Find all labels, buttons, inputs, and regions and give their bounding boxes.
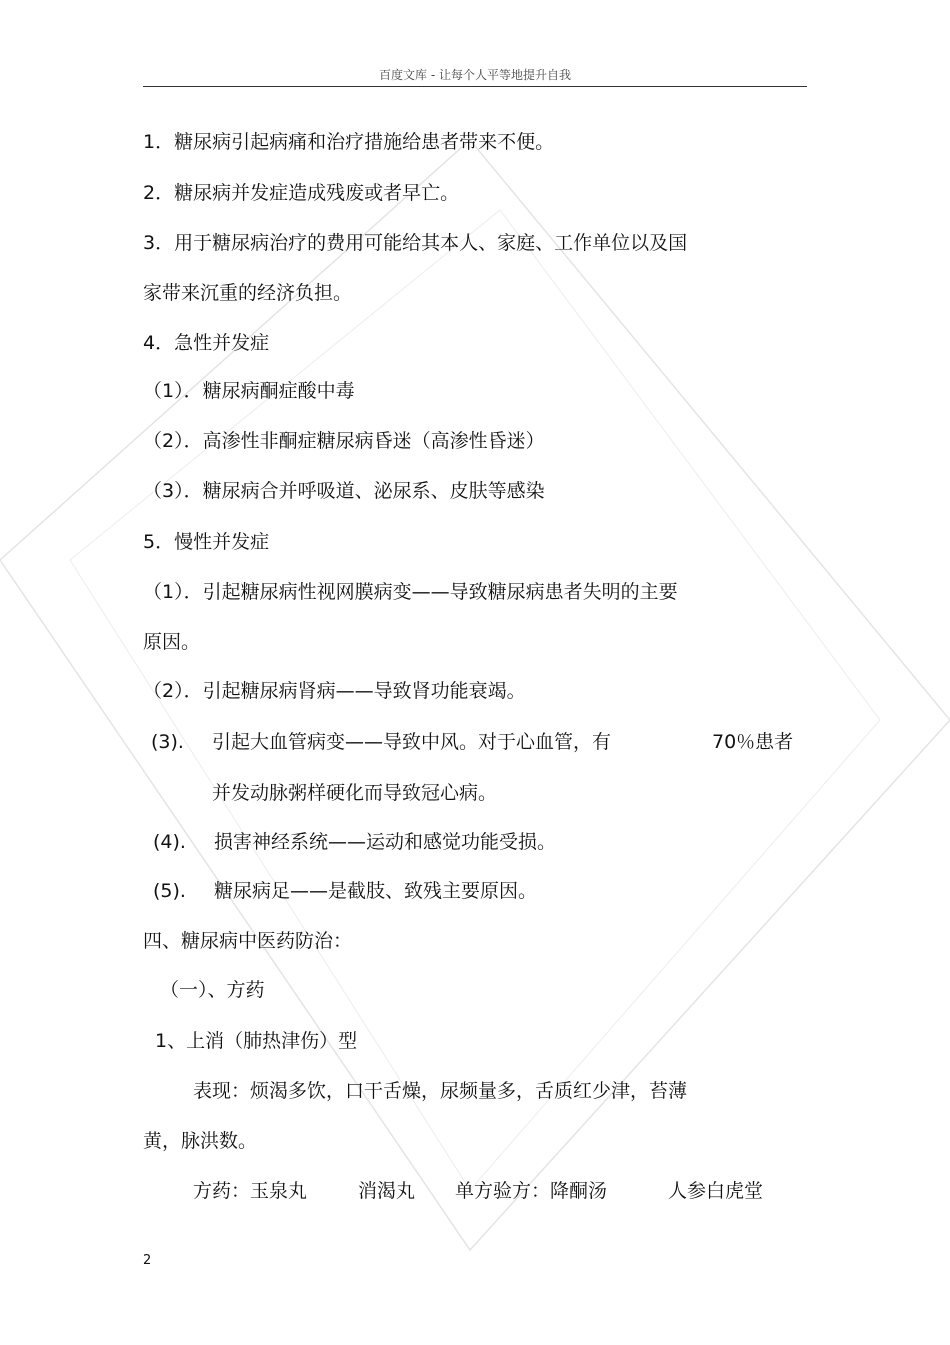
text-line: 5．慢性并发症: [143, 531, 270, 553]
text-line: 2．糖尿病并发症造成残废或者早亡。: [143, 182, 460, 204]
text-line: 黄，脉洪数。: [143, 1130, 258, 1152]
text-line: 原因。: [143, 631, 201, 653]
text-line: 单方验方：降酮汤: [455, 1180, 608, 1202]
text-line: 方药：玉泉丸: [193, 1180, 308, 1202]
text-line: （2）．高渗性非酮症糖尿病昏迷（高渗性昏迷）: [143, 430, 545, 452]
text-line: 损害神经系统——运动和感觉功能受损。: [214, 831, 557, 853]
list-marker: (5).: [153, 880, 186, 902]
text-line: 家带来沉重的经济负担。: [143, 282, 353, 304]
text-line: 糖尿病足——是截肢、致残主要原因。: [214, 880, 538, 902]
text-line: 人参白虎堂: [668, 1180, 764, 1202]
list-marker: (3).: [151, 731, 184, 753]
text-line: 消渴丸: [358, 1180, 416, 1202]
section-heading: 四、糖尿病中医药防治：: [143, 930, 353, 952]
list-marker: (4).: [153, 831, 186, 853]
text-line: 70％患者: [712, 731, 794, 753]
text-line: （1）．引起糖尿病性视网膜病变——导致糖尿病患者失明的主要: [143, 581, 678, 603]
text-line: 并发动脉粥样硬化而导致冠心病。: [212, 782, 498, 804]
text-line: 引起大血管病变——导致中风。对于心血管，有: [212, 731, 612, 753]
header-divider: [143, 86, 807, 87]
text-line: 3．用于糖尿病治疗的费用可能给其本人、家庭、工作单位以及国: [143, 232, 688, 254]
page-header: 百度文库 - 让每个人平等地提升自我: [379, 68, 571, 82]
text-line: （1）．糖尿病酮症酸中毒: [143, 380, 355, 402]
text-line: （3）．糖尿病合并呼吸道、泌尿系、皮肤等感染: [143, 480, 545, 502]
page-number: 2: [143, 1253, 152, 1268]
subsection-heading: （一）、方药: [160, 979, 265, 1001]
text-line: 1、上消（肺热津伤）型: [155, 1030, 358, 1052]
text-line: 1．糖尿病引起病痛和治疗措施给患者带来不便。: [143, 131, 555, 153]
text-line: 4．急性并发症: [143, 332, 270, 354]
text-line: 表现：烦渴多饮，口干舌燥，尿频量多，舌质红少津，苔薄: [193, 1080, 688, 1102]
text-line: （2）．引起糖尿病肾病——导致肾功能衰竭。: [143, 680, 526, 702]
